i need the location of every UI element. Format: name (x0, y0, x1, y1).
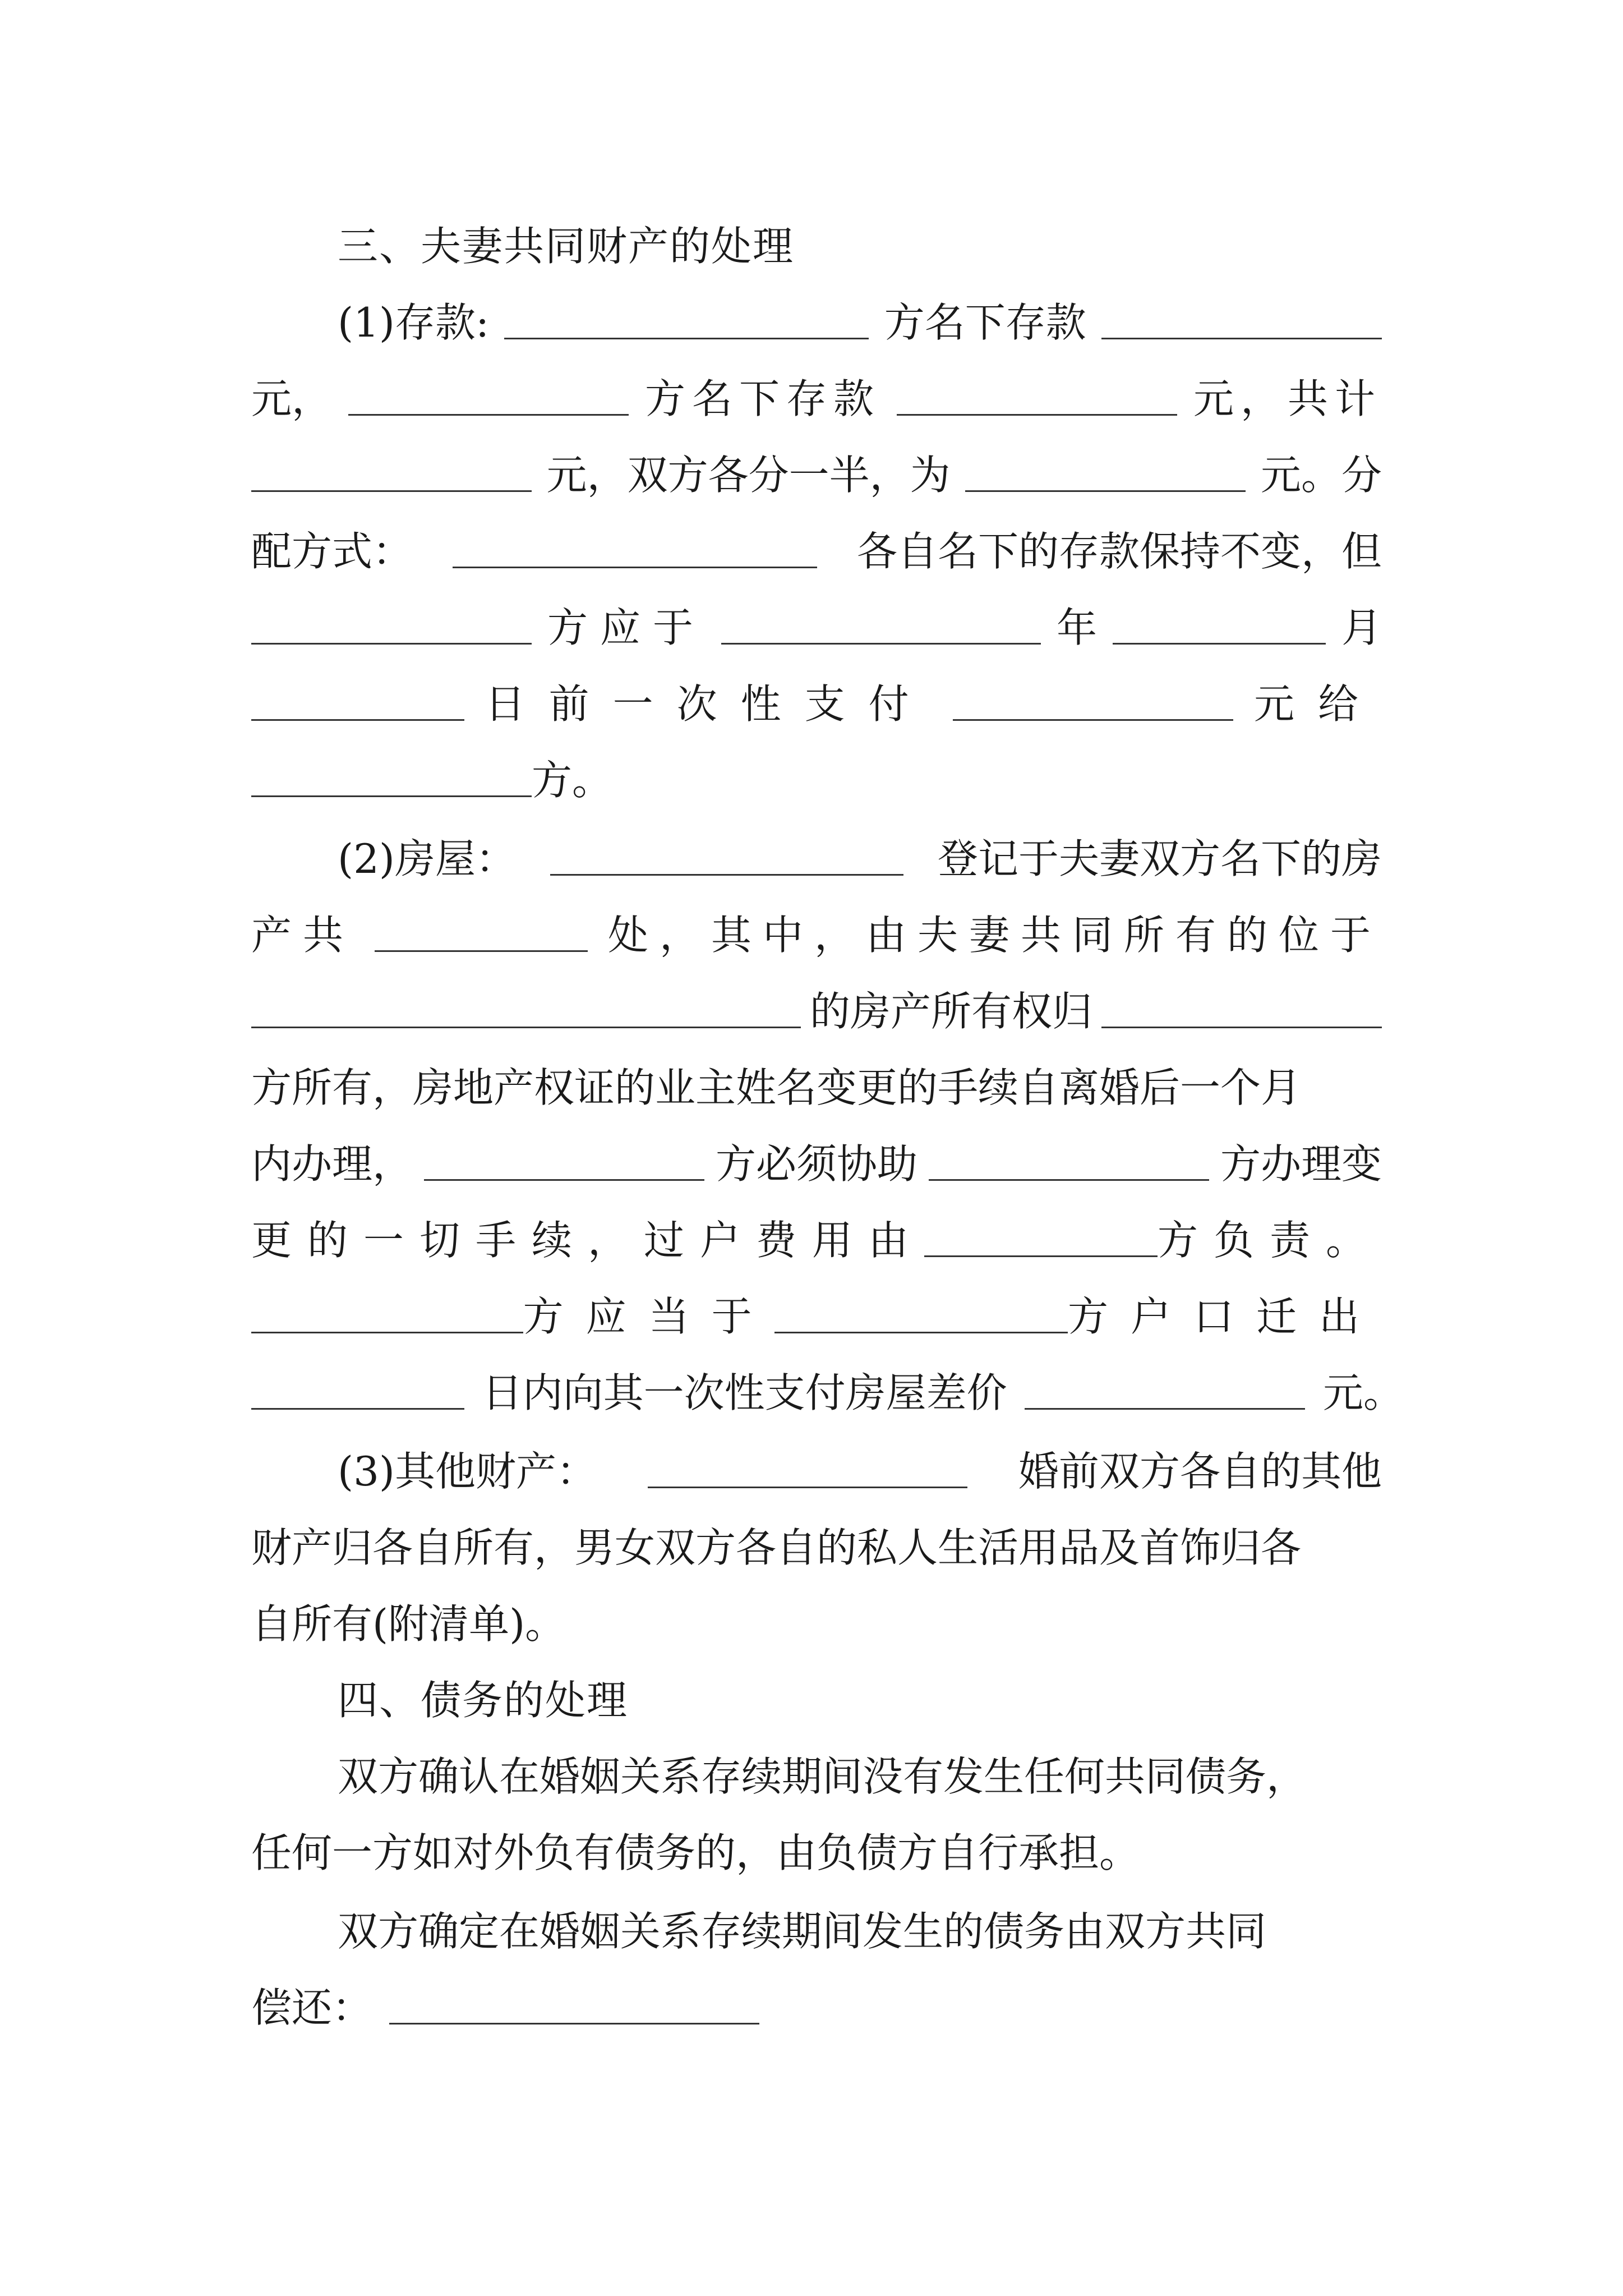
blank-field[interactable] (251, 993, 801, 1028)
house-line-2 (251, 894, 1382, 970)
text-segment: 双方确认在婚姻关系存续期间没有发生任何共同债务， (338, 1753, 1307, 1800)
blank-field[interactable] (251, 457, 532, 492)
blank-field[interactable] (897, 380, 1177, 416)
text-segment: 方必须协助 (715, 1140, 917, 1188)
text-segment: 产共 (251, 912, 355, 959)
blank-field[interactable] (550, 840, 903, 876)
house-line-4 (251, 1046, 1382, 1122)
house-line-1 (338, 817, 1382, 894)
blank-field[interactable] (929, 1145, 1209, 1181)
house-line-8 (251, 1351, 1404, 1428)
heading-text: 四、债务的处理 (338, 1677, 629, 1724)
blank-field[interactable] (251, 685, 464, 721)
blank-field[interactable] (424, 1145, 704, 1181)
text-segment: 方负责。 (1157, 1217, 1382, 1264)
blank-field[interactable] (1113, 609, 1326, 645)
deposit-line-2 (251, 357, 1382, 434)
text-segment: 方名下存款 (644, 375, 880, 422)
deposit-line-6 (251, 662, 1382, 739)
blank-field[interactable] (453, 533, 817, 568)
deposit-line-5 (251, 586, 1382, 662)
blank-field[interactable] (1101, 993, 1382, 1028)
heading-text: 三、夫妻共同财产的处理 (338, 223, 795, 270)
text-segment: 配方式： (251, 528, 413, 575)
text-segment: 方所有，房地产权证的业主姓名变更的手续自离婚后一个月 (251, 1064, 1302, 1111)
text-segment: 元，共计 (1193, 375, 1382, 422)
house-label: (2)房屋： (338, 835, 516, 882)
blank-field[interactable] (774, 1298, 1068, 1333)
text-segment: 各自名下的存款保持不变，但 (856, 528, 1382, 575)
deposit-line-1 (338, 281, 1382, 357)
debt-paragraph-1a (338, 1735, 1403, 1811)
debt-paragraph-1b (251, 1811, 1382, 1888)
text-segment: 处，其中，由夫妻共同所有的位于 (607, 912, 1382, 959)
blank-field[interactable] (965, 457, 1246, 492)
deposit-line-7 (251, 739, 1382, 815)
blank-field[interactable] (389, 1989, 759, 2024)
text-segment: 登记于夫妻双方名下的房 (937, 835, 1382, 882)
other-line-1 (338, 1430, 1382, 1506)
text-segment: 方户口迁出 (1067, 1293, 1382, 1340)
blank-field[interactable] (721, 609, 1041, 645)
text-segment: 双方确定在婚姻关系存续期间发生的债务由双方共同 (338, 1908, 1267, 1955)
text-segment: 自所有(附清单)。 (251, 1600, 566, 1648)
blank-field[interactable] (1101, 304, 1382, 339)
blank-field[interactable] (251, 609, 532, 645)
blank-field[interactable] (251, 1374, 464, 1410)
text-segment: 方应当于 (523, 1293, 774, 1340)
deposit-line-3 (251, 434, 1382, 510)
deposit-line-4 (251, 510, 1382, 586)
house-line-3 (251, 970, 1382, 1046)
house-line-7 (251, 1275, 1382, 1351)
text-segment: 财产归各自所有，男女双方各自的私人生活用品及首饰归各 (251, 1524, 1302, 1571)
house-line-5 (251, 1122, 1382, 1199)
text-segment: 更的一切手续，过户费用由 (251, 1217, 925, 1264)
debt-paragraph-2b (251, 1966, 1382, 2042)
debt-paragraph-2a (338, 1890, 1382, 1966)
text-segment: 的房产所有权归 (809, 988, 1092, 1035)
text-segment: 元。 (1322, 1369, 1404, 1416)
house-line-6 (251, 1199, 1382, 1275)
text-segment: 日内向其一次性支付房屋差价 (482, 1369, 1007, 1416)
other-line-2 (251, 1506, 1382, 1582)
text-segment: 婚前双方各自的其他 (1018, 1448, 1382, 1495)
blank-field[interactable] (953, 685, 1233, 721)
text-segment: 内办理， (251, 1140, 413, 1188)
blank-field[interactable] (504, 304, 869, 339)
text-segment: 偿还： (251, 1984, 373, 2031)
text-segment: 日前一次性支付 (485, 680, 933, 728)
blank-field[interactable] (648, 1453, 967, 1488)
blank-field[interactable] (375, 917, 588, 952)
text-segment: 元，双方各分一半，为 (546, 452, 951, 499)
deposit-label: (1)存款: (338, 299, 490, 346)
text-segment: 方名下存款 (884, 299, 1086, 346)
text-segment: 元。分 (1260, 452, 1382, 499)
blank-field[interactable] (251, 762, 532, 797)
blank-field[interactable] (251, 1298, 523, 1333)
blank-field[interactable] (1025, 1374, 1305, 1410)
section-4-heading (338, 1659, 1382, 1735)
blank-field[interactable] (924, 1222, 1158, 1257)
text-segment: 方。 (532, 757, 613, 804)
text-segment: 元， (251, 375, 333, 422)
text-segment: 月 (1341, 604, 1382, 651)
text-segment: 任何一方如对外负有债务的，由负债方自行承担。 (251, 1829, 1140, 1876)
section-3-heading (338, 205, 1382, 281)
text-segment: 方应于 (547, 604, 706, 651)
text-segment: 元给 (1253, 680, 1382, 728)
other-label: (3)其他财产： (338, 1448, 597, 1495)
other-line-3 (251, 1582, 1382, 1659)
blank-field[interactable] (348, 380, 629, 416)
text-segment: 年 (1056, 604, 1097, 651)
text-segment: 方办理变 (1220, 1140, 1382, 1188)
